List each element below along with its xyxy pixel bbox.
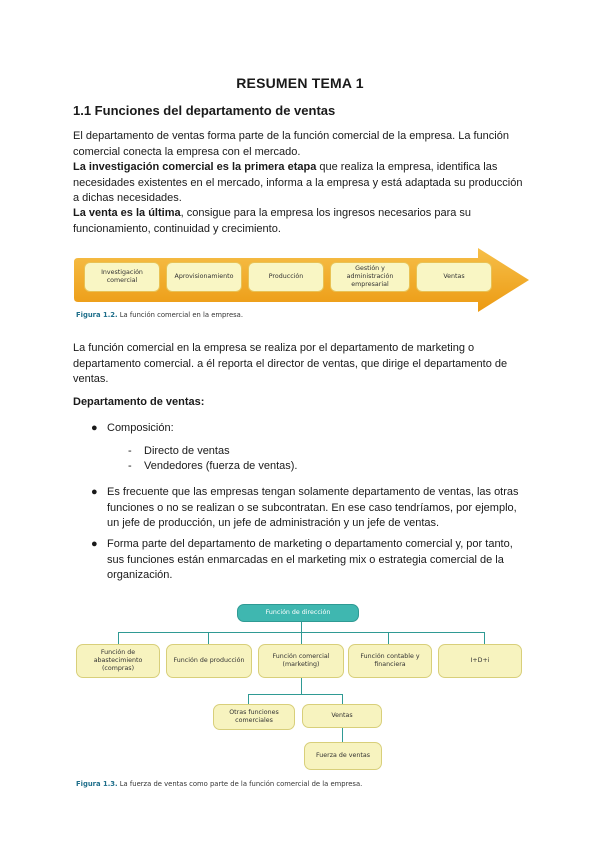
text-fragment: que realiza la empresa, identifica las [316,161,498,173]
text-fragment: , consigue para la empresa los ingresos necesarios para su [180,207,472,219]
text-line: ventas. [73,373,109,385]
bold-phrase: La venta es la última [73,207,181,219]
text-line: Forma parte del departamento de marketing o departamento comercial y, por tanto, [107,538,513,550]
document-title: RESUMEN TEMA 1 [236,75,364,91]
node-idi: I+D+i [438,644,522,678]
text-line: departamento comercial. a él reporta el director de ventas, que dirige el departamento de [73,357,508,370]
connector-line [248,694,249,704]
bullet-icon: ● [91,422,98,434]
text-line: El departamento de ventas forma parte de la función comercial de la empresa. La función [73,130,509,142]
arrow-step: Gestión y administración empresarial [330,262,410,292]
bullet-composicion: Composición: [107,422,174,434]
paragraph-marketing [73,341,529,388]
text-line: funcionamiento, continuidad y crecimiento. [73,222,281,235]
subheading-departamento-ventas: Departamento de ventas: [73,396,205,408]
text-line: La función comercial en la empresa se realiza por el departamento de marketing o [73,342,475,354]
caption-label: Figura 1.3. [76,780,118,788]
node-otras-funciones: Otras funciones comerciales [213,704,295,730]
figure-1-3-caption [76,780,362,788]
figure-1-3-org-chart [72,600,528,780]
text-line: organización. [107,569,173,581]
node-funcion-direccion: Función de dirección [237,604,359,622]
text-line: funciones o no se realizan o se subcontratan. En ese caso tendríamos, por ejemplo, [107,501,517,514]
connector-line [342,694,343,704]
text-line: a dichas necesidades. [73,192,182,204]
caption-text: La fuerza de ventas como parte de la función comercial de la empresa. [117,780,363,788]
bullet-forma-parte [107,537,529,584]
arrow-step: Producción [248,262,324,292]
text-line [73,206,529,222]
caption-label: Figura 1.2. [76,311,118,319]
caption-text: La función comercial en la empresa. [117,311,243,319]
arrow-step: Ventas [416,262,492,292]
figure-1-2-arrow [74,248,530,312]
bullet-frecuente [107,485,529,532]
connector-line [484,632,485,644]
node-ventas: Ventas [302,704,382,728]
text-line [73,160,529,176]
bullet-icon: ● [91,486,98,498]
intro-paragraph-2 [73,160,529,207]
intro-paragraph-3 [73,206,529,237]
sub-item-vendedores: Vendedores (fuerza de ventas). [144,460,298,472]
node-abastecimiento: Función de abastecimiento (compras) [76,644,160,678]
section-heading: 1.1 Funciones del departamento de ventas [73,103,336,118]
text-line: sus funciones están enmarcadas en el marketing mix o estrategia comercial de la [107,553,504,566]
bold-phrase: La investigación comercial es la primera etapa [73,161,317,173]
text-line: comercial conecta la empresa con el mercado. [73,145,301,158]
sub-item-directo: Directo de ventas [144,445,230,457]
node-fuerza-ventas: Fuerza de ventas [304,742,382,770]
connector-line [301,632,302,644]
connector-line [208,632,209,644]
text-line: Es frecuente que las empresas tengan solamente departamento de ventas, las otras [107,486,519,498]
bullet-icon: ● [91,538,98,550]
dash-icon: - [128,445,132,457]
figure-1-2-caption [76,311,243,319]
node-contable: Función contable y financiera [348,644,432,678]
text-line: necesidades existentes en el mercado, informa a la empresa y está adaptada su producción [73,176,523,189]
text-line: un jefe de producción, un jefe de administración y un jefe de ventas. [107,517,440,529]
connector-line [248,694,342,695]
connector-line [342,728,343,742]
arrow-step: Aprovisionamiento [166,262,242,292]
dash-icon: - [128,460,132,472]
node-produccion: Función de producción [166,644,252,678]
intro-paragraph-1 [73,129,529,160]
arrow-step: Investigación comercial [84,262,160,292]
connector-line [118,632,119,644]
node-comercial: Función comercial (marketing) [258,644,344,678]
connector-line [301,676,302,694]
connector-line [388,632,389,644]
